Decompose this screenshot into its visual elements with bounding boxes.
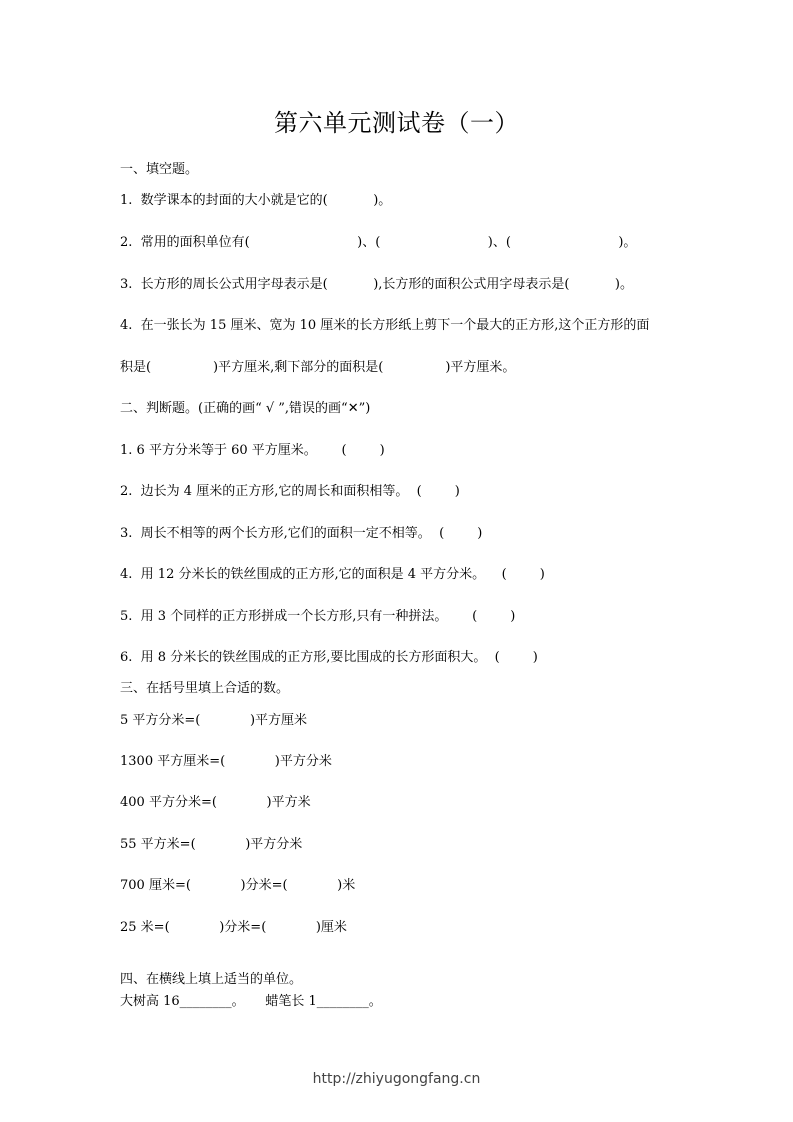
question-line: 6. 用 8 分米长的铁丝围成的正方形,要比围成的长方形面积大。 ( ) [120,650,538,665]
question-line: 积是( )平方厘米,剩下部分的面积是( )平方厘米。 [120,360,516,375]
question-line: 2. 常用的面积单位有( )、( )、( )。 [120,235,637,250]
question-line: 1. 数学课本的封面的大小就是它的( )。 [120,193,392,208]
section-heading: 四、在横线上填上适当的单位。 [120,972,303,987]
question-line: 25 米=( )分米=( )厘米 [120,920,347,935]
question-line: 4. 用 12 分米长的铁丝围成的正方形,它的面积是 4 平方分米。 ( ) [120,567,545,582]
section-heading: 一、填空题。 [120,162,199,177]
question-line: 1300 平方厘米=( )平方分米 [120,754,332,769]
question-line: 大树高 16________。 蜡笔长 1________。 [120,994,382,1009]
question-line: 2. 边长为 4 厘米的正方形,它的周长和面积相等。 ( ) [120,484,460,499]
question-line: 3. 周长不相等的两个长方形,它们的面积一定不相等。 ( ) [120,526,483,541]
section-heading: 三、在括号里填上合适的数。 [120,681,290,696]
question-line: 3. 长方形的周长公式用字母表示是( ),长方形的面积公式用字母表示是( )。 [120,277,633,292]
question-line: 55 平方米=( )平方分米 [120,837,303,852]
question-line: 4. 在一张长为 15 厘米、宽为 10 厘米的长方形纸上剪下一个最大的正方形,这个正方形的面 [120,318,650,333]
section-heading: 二、判断题。(正确的画“ √ ”,错误的画“✕”) [120,401,371,416]
question-line: 5. 用 3 个同样的正方形拼成一个长方形,只有一种拼法。 ( ) [120,609,516,624]
question-line: 400 平方分米=( )平方米 [120,795,311,810]
question-line: 700 厘米=( )分米=( )米 [120,878,356,893]
footer-url: http://zhiyugongfang.cn [312,1071,481,1087]
page-title: 第六单元测试卷（一） [274,109,519,137]
question-line: 5 平方分米=( )平方厘米 [120,713,308,728]
question-line: 1. 6 平方分米等于 60 平方厘米。 ( ) [120,443,385,458]
